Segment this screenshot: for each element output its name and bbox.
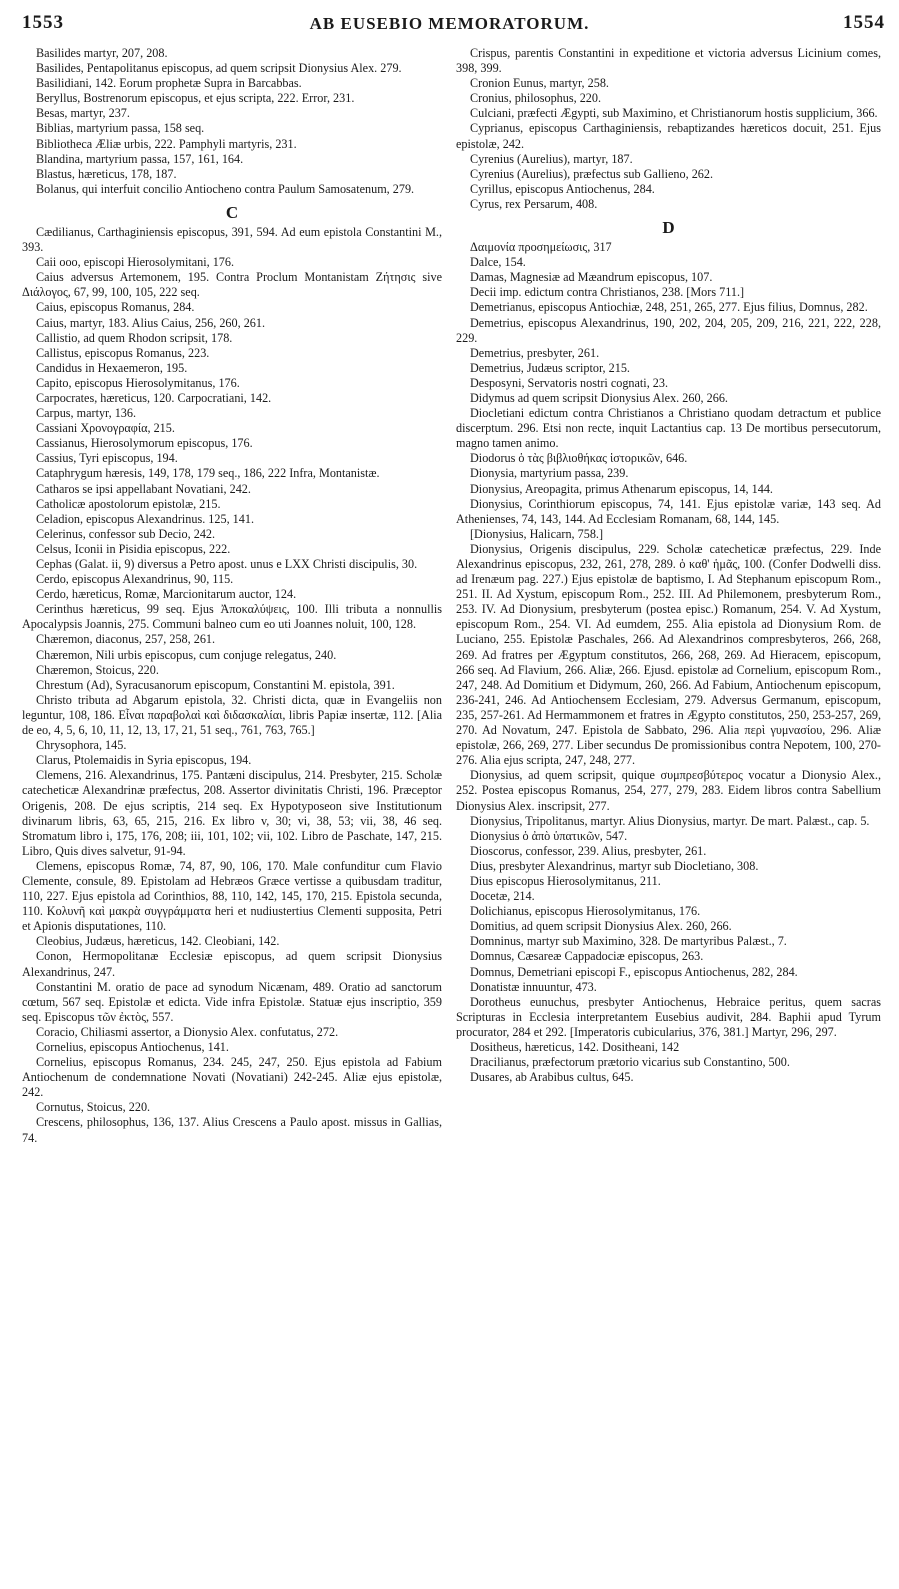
index-entry: Domnus, Demetriani episcopi F., episcopus Antiochenus, 282, 284. [470,964,798,979]
index-entry: Chrestum (Ad), Syracusanorum episcopum, Constantini M. epistola, 391. [36,677,395,692]
index-entry: Bibliotheca Æliæ urbis, 222. Pamphyli martyris, 231. [36,136,297,151]
index-entry: Basilidiani, 142. Eorum prophetæ Supra in Barcabbas. [36,76,302,91]
index-entry: Crescens, philosophus, 136, 137. Alius Crescens a Paulo apost. missus in Gallias, 74. [22,1115,442,1145]
index-entry: Blandina, martyrium passa, 157, 161, 164. [36,151,244,166]
index-entry: Diocletiani edictum contra Christianos a Christiano quodam detractum et publice discerptum. 296. Etsi non recte, inquit Lactantius cap. 13 De mortibus persecutorum, magno tamen animo. [456,406,881,451]
index-entry: Caius adversus Artemonem, 195. Contra Proclum Montanistam Ζήτησις sive Διάλογος, 67, 99, 100, 105, 222 seq. [22,270,442,300]
index-entry: Basilides martyr, 207, 208. [36,46,168,60]
index-entry: Blastus, hæreticus, 178, 187. [36,166,177,181]
index-entry: Callistus, episcopus Romanus, 223. [36,345,210,360]
index-entry: Cyrus, rex Persarum, 408. [470,196,598,211]
index-entry: Constantini M. oratio de pace ad synodum Nicænam, 489. Oratio ad sanctorum cœtum, 567 seq. Epistolæ et edicta. Vide infra Epistolæ. Statuæ ejus inscriptio, 359 seq. Episcopus τῶν ἐκτὸς, 557. [22,979,442,1024]
index-entry: Damas, Magnesiæ ad Mæandrum episcopus, 107. [470,270,713,285]
index-entry: Besas, martyr, 237. [36,106,130,121]
index-entry: Didymus ad quem scripsit Dionysius Alex. 260, 266. [470,390,728,405]
index-entry: Cerdo, episcopus Alexandrinus, 90, 115. [36,572,234,587]
index-entry: Cyprianus, episcopus Carthaginiensis, rebaptizandes hæreticos docuit, 251. Ejus epistolæ, 242. [456,121,881,151]
index-entry: Cyrillus, episcopus Antiochenus, 284. [470,181,655,196]
index-entry: Cyrenius (Aurelius), martyr, 187. [470,151,633,166]
index-entry: Donatistæ innuuntur, 473. [470,979,597,994]
index-entry: Culciani, præfecti Ægypti, sub Maximino, et Christianorum hostis supplicium, 366. [470,106,878,121]
index-entry: Decii imp. edictum contra Christianos, 238. [Mors 711.] [470,285,745,300]
index-entry: Beryllus, Bostrenorum episcopus, et ejus scripta, 222. Error, 231. [36,91,355,106]
index-entry: Dusares, ab Arabibus cultus, 645. [470,1070,634,1085]
index-entry: Chæremon, Stoicus, 220. [36,662,159,677]
index-entry: Dracilianus, præfectorum prætorio vicarius sub Constantino, 500. [470,1055,790,1070]
index-entry: Cassius, Tyri episcopus, 194. [36,451,178,466]
index-entry: Chrysophora, 145. [36,738,127,753]
index-entry: Catharos se ipsi appellabant Novatiani, 242. [36,481,251,496]
left-page-number: 1553 [22,12,64,33]
index-entry: Celadion, episcopus Alexandrinus. 125, 141. [36,511,254,526]
index-entry: Δαιμονία προσημείωσις, 317 [470,240,612,255]
index-entry: Coracio, Chiliasmi assertor, a Dionysio Alex. confutatus, 272. [36,1024,339,1039]
index-entry: Caii ooo, episcopi Hierosolymitani, 176. [36,255,235,270]
index-entry: Cornutus, Stoicus, 220. [36,1100,151,1115]
index-entry: Candidus in Hexaemeron, 195. [36,360,188,375]
index-entry: Dionysius, Corinthiorum episcopus, 74, 141. Ejus epistolæ variæ, 143 seq. Ad Athenienses, 74, 143, 144. Ad Ecclesiam Romanam, 68, 144, 145. [456,496,881,526]
index-entry: Docetæ, 214. [470,889,535,904]
index-entry: Carpus, martyr, 136. [36,406,137,421]
index-entry: Dioscorus, confessor, 239. Alius, presbyter, 261. [470,843,707,858]
index-entry: Clemens, episcopus Romæ, 74, 87, 90, 106, 170. Male confunditur cum Flavio Clemente, consule, 89. Epistolam ad Hebræos Græce vertisse a quibusdam traditur, 110, 227. Ejus epistola ad Corinthios, 88, 110, 142, 145, 170, 215. Epistola secunda, 110. Κολυνῆ καὶ μακρὰ συγγράμματα heri et nudiustertius Clementi supposita, Petri et Apionis disputationes, 110. [22,858,442,934]
index-entry: Carpocrates, hæreticus, 120. Carpocratiani, 142. [36,390,272,405]
running-title: AB EUSEBIO MEMORATORUM. [309,14,590,33]
index-entry: Cleobius, Judæus, hæreticus, 142. Cleobiani, 142. [36,934,280,949]
index-entry: Cornelius, episcopus Antiochenus, 141. [36,1040,229,1054]
index-entry: Dius episcopus Hierosolymitanus, 211. [470,873,661,888]
index-entry: Cædilianus, Carthaginiensis episcopus, 391, 594. Ad eum epistola Constantini M., 393. [22,224,442,255]
index-entry: Chæremon, Nili urbis episcopus, cum conjuge relegatus, 240. [36,647,337,662]
index-entry: Caius, episcopus Romanus, 284. [36,300,195,315]
index-entry: [Dionysius, Halicarn, 758.] [470,526,604,541]
index-entry: Dositheus, hæreticus, 142. Dositheani, 142 [470,1040,680,1054]
index-entry: Cyrenius (Aurelius), præfectus sub Gallieno, 262. [470,166,714,181]
index-entry: Cerdo, hæreticus, Romæ, Marcionitarum auctor, 124. [36,587,297,602]
index-entry: Diodorus ὁ τὰς βιβλιοθήκας ἱστορικῶν, 646. [470,451,688,466]
section-letter-heading: C [225,202,239,222]
index-entry: Dionysius ὁ ἀπὸ ὑπατικῶν, 547. [470,828,628,843]
index-entry: Capito, episcopus Hierosolymitanus, 176. [36,375,240,390]
index-entry: Celsus, Iconii in Pisidia episcopus, 222. [36,541,231,556]
index-entry: Dius, presbyter Alexandrinus, martyr sub Diocletiano, 308. [470,858,759,873]
index-entry: Demetrianus, episcopus Antiochiæ, 248, 251, 265, 277. Ejus filius, Domnus, 282. [470,300,868,315]
index-entry: Dionysius, Tripolitanus, martyr. Alius Dionysius, martyr. De mart. Palæst., cap. 5. [470,813,870,828]
index-entry: Basilides, Pentapolitanus episcopus, ad quem scripsit Dionysius Alex. 279. [36,61,402,76]
index-entry: Catholicæ apostolorum epistolæ, 215. [36,496,221,511]
index-entry: Christo tributa ad Abgarum epistola, 32. Christi dicta, quæ in Evangeliis non leguntur, 108, 186. Εἶναι παραβολαὶ καὶ διδασκαλίαι, libris Papiæ insertæ, 112. [Alia de eo, 4, 5, 6, 10, 11, 12, 13, 17, 21, 51 seq., 761, 763, 765.] [22,692,442,738]
index-entry: Conon, Hermopolitanæ Ecclesiæ episcopus, ad quem scripsit Dionysius Alexandrinus, 247. [22,949,442,979]
index-entry: Dalce, 154. [470,255,526,270]
index-entry: Clarus, Ptolemaidis in Syria episcopus, 194. [36,753,252,768]
index-entry: Domitius, ad quem scripsit Dionysius Alex. 260, 266. [470,919,732,934]
index-entry: Domninus, martyr sub Maximino, 328. De martyribus Palæst., 7. [470,934,787,949]
right-page-number: 1554 [843,12,885,33]
index-entry: Cassianus, Hierosolymorum episcopus, 176. [36,436,253,451]
right-index-column [456,46,881,1085]
index-entry: Dionysius, Areopagita, primus Athenarum episcopus, 14, 144. [470,481,773,496]
index-entry: Callistio, ad quem Rhodon scripsit, 178. [36,330,233,345]
index-entry: Cassiani Χρονογραφία, 215. [36,421,175,436]
index-entry: Celerinus, confessor sub Decio, 242. [36,526,216,541]
section-letter-heading: D [662,218,675,238]
index-entry: Cornelius, episcopus Romanus, 234. 245, 247, 250. Ejus epistola ad Fabium Antiochenum de condemnatione Novati (Novatiani) 242-245. Aliæ ejus epistolæ, 242. [22,1055,442,1100]
index-entry: Cronius, philosophus, 220. [470,91,602,106]
index-entry: Clemens, 216. Alexandrinus, 175. Pantæni discipulus, 214. Presbyter, 215. Scholæ catecheticæ Alexandrinæ præfectus, 208. Assertor divinitatis Christi, 196. Præceptor Origenis, 208. De ejus scriptis, 214 seq. Ex Hypotyposeon sive Institutionum divinarum libris, 63, 65, 215, 216. Ex libro v, 30; vi, 38, 53; vii, 38, 46 seq. Stromatum libro i, 175, 176, 208; iii, 101, 102; vii, 102. Libro de Paschate, 147, 215. Libro, Quis dives salvetur, 91-94. [22,768,442,858]
index-entry: Chæremon, diaconus, 257, 258, 261. [36,632,216,647]
index-entry: Dolichianus, episcopus Hierosolymitanus, 176. [470,904,701,919]
index-entry: Cephas (Galat. ii, 9) diversus a Petro apost. unus e LXX Christi discipulis, 30. [36,557,418,571]
index-entry: Desposyni, Servatoris nostri cognati, 23. [470,375,669,390]
index-entry: Crispus, parentis Constantini in expeditione et victoria adversus Licinium comes, 398, 399. [456,46,881,76]
index-entry: Bolanus, qui interfuit concilio Antiocheno contra Paulum Samosatenum, 279. [36,181,415,196]
index-entry: Cataphrygum hæresis, 149, 178, 179 seq., 186, 222 Infra, Montanistæ. [36,466,380,481]
index-entry: Cerinthus hæreticus, 99 seq. Ejus Ἀποκαλύψεις, 100. Illi tributa a nonnullis Apocalypsis Joannis, 275. Communi balneo cum eo uti Joannes noluit, 100, 128. [22,602,442,632]
left-index-column [22,46,442,1146]
index-entry: Demetrius, presbyter, 261. [470,345,600,360]
index-entry: Domnus, Cæsareæ Cappadociæ episcopus, 263. [470,949,704,964]
page-header [0,12,899,46]
index-entry: Dorotheus eunuchus, presbyter Antiochenus, Hebraice peritus, quem sacras Scripturas in Ecclesia interpretantem Eusebius audivit, 284. Baphii apud Tyrum procurator, 284 et 292. [Imperatoris cubicularius, 376, 381.] Martyr, 296, 297. [456,994,881,1039]
index-entry: Demetrius, Judæus scriptor, 215. [470,360,630,375]
index-entry: Dionysia, martyrium passa, 239. [470,466,629,481]
index-entry: Dionysius, ad quem scripsit, quique συμπρεσβύτερος vocatur a Dionysio Alex., 252. Postea episcopus Romanus, 254, 277, 279, 283. Eidem libros contra Sabellium Dionysius Alex. inscripsit, 277. [456,768,881,813]
index-entry: Cronion Eunus, martyr, 258. [470,76,609,91]
index-entry: Biblias, martyrium passa, 158 seq. [36,121,205,136]
index-entry: Dionysius, Origenis discipulus, 229. Scholæ catecheticæ præfectus, 229. Inde Alexandrinus episcopus, 232, 261, 278, 289. ὁ καθ' ἡμᾶς, 100. (Confer Dodwelli diss. ad Irenæum pag. 227.) Ejus epistolæ de baptismo, I. Ad Stephanum episcopum Rom., 251. II. Ad Xystum, episcopum Rom., 252. III. Ad Philemonem, presbyterum Rom., 253. IV. Ad Dionysium, presbyterum (postea episc.) Romanum, 254. V. Ad Xystum, episcopum Rom., 254. VI. Ad eumdem, 255. Alia epistola ad Dionysium Rom. de Luciano, 255. Epistolæ Paschales, 266. Ad Alexandrinos compresbyteros, 266, 268, 269. Ad fratres per Ægyptum constitutos, 266, 268, 269. Ad Hieracem, episcopum, 266 seq. Ad Flavium, 266. Aliæ, 266. Ejusd. epistolæ ad Cornelium, episcopum Rom., 247, 248. Ad Domitium et Didymum, 260, 266. Ad Fabium, Antiochenum episcopum, 236-241, 246. Ad Antiochensem Ecclesiam, 279. Adversus Germanum, episcopum, 235, 257-261. Ad Hermammonem et fratres in Ægypto constitutos, 250, 253-257, 269, 270. Ad Novatum, 247. Epistola de Sabbato, 296. Alia περὶ γυμνασίου, 296. Aliæ epistolæ, 266, 269, 277. Liber secundus De promissionibus contra Nepotem, 100, 270-276. Alia ejus scripta, 247, 248, 277. [456,541,881,768]
index-entry: Demetrius, episcopus Alexandrinus, 190, 202, 204, 205, 209, 216, 221, 222, 228, 229. [456,315,881,345]
index-entry: Caius, martyr, 183. Alius Caius, 256, 260, 261. [36,315,266,330]
